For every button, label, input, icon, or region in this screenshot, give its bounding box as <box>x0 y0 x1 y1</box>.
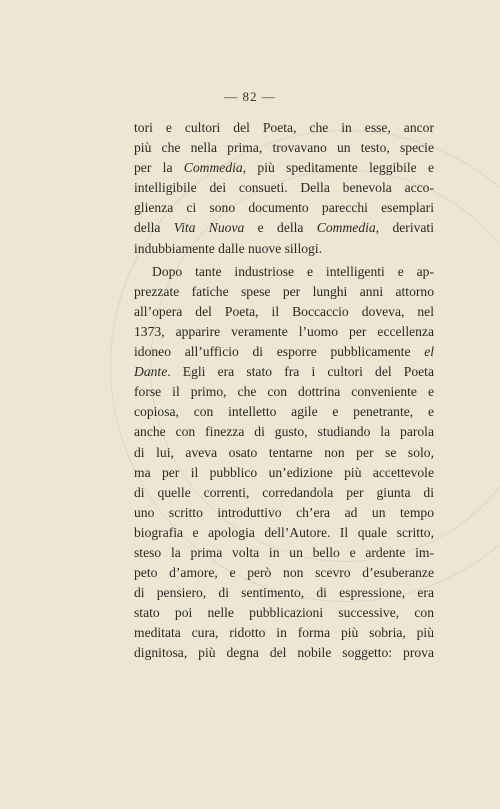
text-line: indubbiamente dalle nuove sillogi. <box>134 240 323 256</box>
text-line: meditata cura, ridotto in forma più sobria, più <box>134 625 434 641</box>
text-line: Dante. Egli era stato fra i cultori del Poeta <box>134 364 434 380</box>
text-line: idoneo all’ufficio di esporre pubblicamente el <box>134 344 434 360</box>
text-line: copiosa, con intelletto agile e penetrante, e <box>134 404 434 420</box>
text-line: Dopo tante industriose e intelligenti e ap- <box>152 263 434 279</box>
text-line: all’opera del Poeta, il Boccaccio doveva, nel <box>134 303 434 319</box>
text-line: di pensiero, di sentimento, di espressione, era <box>134 585 434 601</box>
text-line: forse il primo, che con dottrina conveniente e <box>134 384 434 400</box>
text-line: dignitosa, più degna del nobile soggetto: prova <box>134 645 434 661</box>
paragraph-2 <box>134 262 434 664</box>
text-line: steso la prima volta in un bello e ardente im- <box>134 544 434 560</box>
text-line: tori e cultori del Poeta, che in esse, ancor <box>134 120 434 135</box>
text-line: di lui, aveva osato tentarne non per se solo, <box>134 444 434 460</box>
text-line: anche con finezza di gusto, studiando la parola <box>134 424 434 440</box>
text-line: per la Commedia, più speditamente leggibile e <box>134 160 434 176</box>
paragraph-1 <box>134 118 434 259</box>
text-line: prezzate fatiche spese per lunghi anni attorno <box>134 283 434 299</box>
text-line: biografia e apologia dell’Autore. Il quale scritto, <box>134 524 434 540</box>
text-line: stato poi nelle pubblicazioni successive, con <box>134 605 434 621</box>
text-line: peto d’amore, e però non scevro d’esuberanze <box>134 565 434 581</box>
text-line: intelligibile dei consueti. Della benevola acco- <box>134 180 434 196</box>
text-line: ma per il pubblico un’edizione più accettevole <box>134 464 434 480</box>
text-line: uno scritto introduttivo ch’era ad un tempo <box>134 504 434 520</box>
text-line: di quelle correnti, corredandola per giunta di <box>134 484 434 500</box>
text-line: glienza ci sono documento parecchi esemplari <box>134 200 434 216</box>
body-text <box>134 118 434 664</box>
page-number: — 82 — <box>224 89 276 104</box>
text-line: più che nella prima, trovavano un testo, specie <box>134 140 434 156</box>
text-line: della Vita Nuova e della Commedia, derivati <box>134 220 434 236</box>
text-line: 1373, apparire veramente l’uomo per eccellenza <box>134 323 434 339</box>
